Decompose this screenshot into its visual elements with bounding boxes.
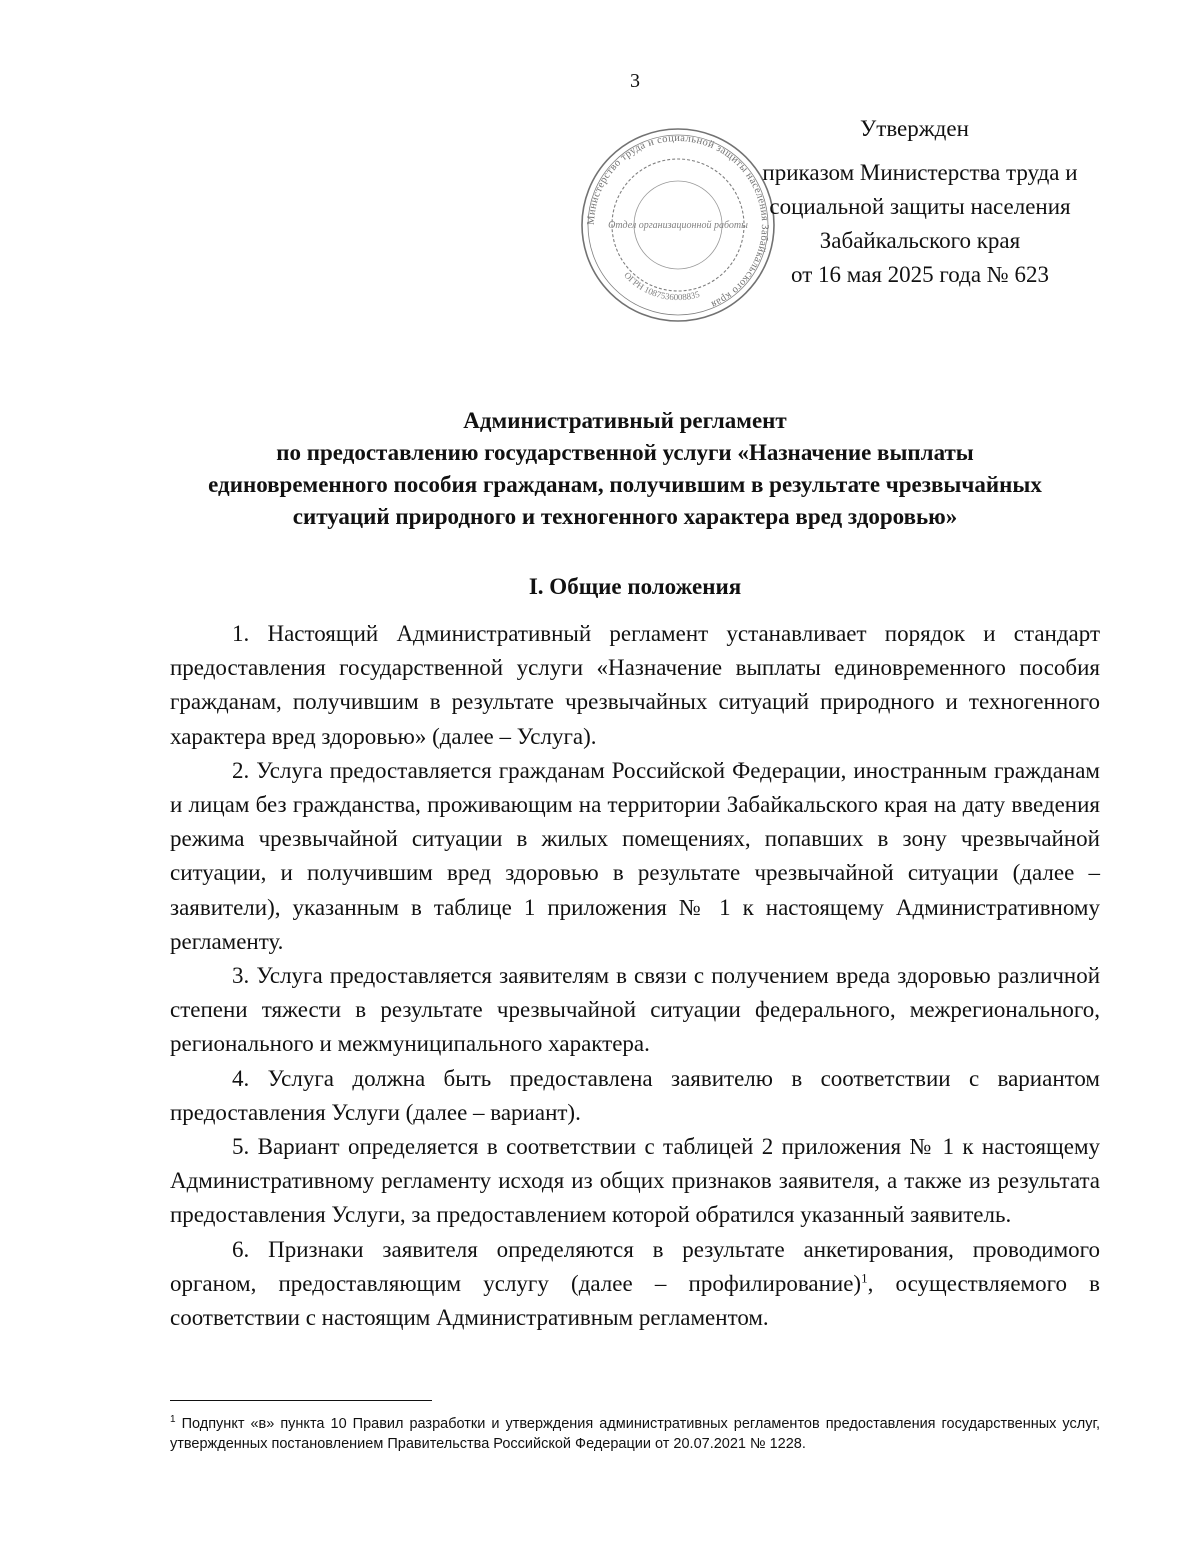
paragraph: 2. Услуга предоставляется гражданам Российской Федерации, иностранным гражданам и лицам без гражданства, проживающим на территории Забайкальского края на дату введения режима чрезвычайной ситуации в жилых помещениях, попавших в зону чрезвычайной ситуации, и получившим вред здоровью в результате чрезвычайной ситуации (далее – заявители), указанным в таблице 1 приложения № 1 к настоящему Административному регламенту. bbox=[170, 757, 1100, 954]
seal-bottom-text: ОГРН 1087536008835 bbox=[622, 269, 701, 303]
paragraph: 5. Вариант определяется в соответствии с таблицей 2 приложения № 1 к настоящему Административному регламенту исходя из общих признаков заявителя, а также из результата предоставления Услуги, за предоставлением которой обратился указанный заявитель. bbox=[170, 1134, 1100, 1228]
section-heading: I. Общие положения bbox=[528, 574, 742, 599]
document-body bbox=[170, 617, 1100, 1335]
footnote-text: Подпункт «в» пункта 10 Правил разработки и утверждения административных регламентов предоставления государственных услуг, утвержденных постановлением Правительства Российской Федерации от 20.07.2021 № 1228. bbox=[170, 1415, 1100, 1452]
page-number: 3 bbox=[630, 70, 640, 92]
svg-text:ОГРН 1087536008835 bbox=[622, 270, 701, 302]
approval-line: Забайкальского края bbox=[819, 228, 1021, 253]
approval-date-number: от 16 мая 2025 года № 623 bbox=[791, 262, 1049, 287]
paragraph: 1. Настоящий Административный регламент устанавливает порядок и стандарт предоставления государственной услуги «Назначение выплаты единовременного пособия гражданам, получившим в результате чрезвычайных ситуаций природного и техногенного характера вред здоровью» (далее – Услуга). bbox=[170, 621, 1100, 749]
footnote-reference[interactable]: 1 bbox=[861, 1270, 868, 1286]
approved-label: Утвержден bbox=[860, 116, 969, 141]
title-line: единовременного пособия гражданам, получившим в результате чрезвычайных bbox=[208, 472, 1042, 497]
title-line: Административный регламент bbox=[463, 408, 787, 433]
paragraph bbox=[170, 1233, 1100, 1336]
title-line: ситуаций природного и техногенного характера вред здоровью» bbox=[292, 504, 958, 529]
paragraph-text: 6. Признаки заявителя определяются в результате анкетирования, проводимого органом, предоставляющим услугу (далее – профилирование) bbox=[170, 1236, 1100, 1296]
approval-line: социальной защиты населения bbox=[769, 194, 1071, 219]
footnote bbox=[170, 1410, 1100, 1454]
seal-outer-text: Министерство труда и социальной защиты населения Забайкальского края bbox=[585, 132, 771, 310]
paragraph-text: , осуществляемого в соответствии с настоящим Административным регламентом. bbox=[170, 1270, 1100, 1331]
title-line: по предоставлению государственной услуги «Назначение выплаты bbox=[276, 440, 974, 465]
paragraph: 4. Услуга должна быть предоставлена заявителю в соответствии с вариантом предоставления Услуги (далее – вариант). bbox=[170, 1065, 1100, 1125]
document-title bbox=[150, 405, 1100, 533]
footnote-mark: 1 bbox=[170, 1414, 176, 1425]
footnote-separator bbox=[170, 1400, 432, 1401]
seal-center-text: Отдел организационной работы bbox=[608, 220, 748, 231]
paragraph: 3. Услуга предоставляется заявителям в связи с получением вреда здоровью различной степени тяжести в результате чрезвычайной ситуации федерального, межрегионального, регионального и межмуниципального характера. bbox=[170, 963, 1100, 1057]
approval-line: приказом Министерства труда и bbox=[762, 160, 1078, 185]
approval-block bbox=[730, 112, 1110, 292]
